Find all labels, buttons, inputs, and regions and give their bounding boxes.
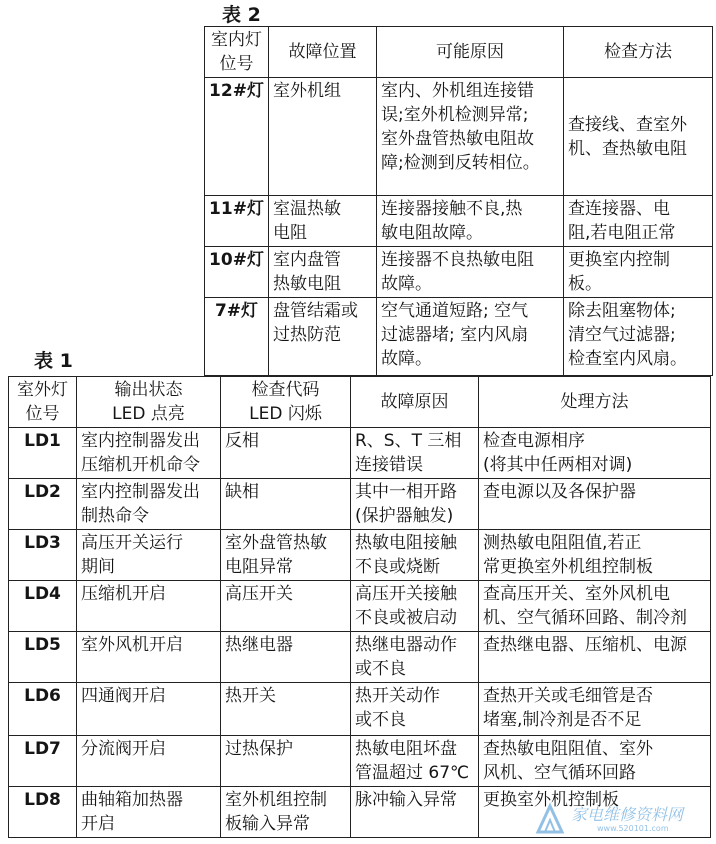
fault-location-cell bbox=[269, 298, 377, 376]
watermark-url: www.520101.com bbox=[597, 824, 669, 833]
fault-cause-cell bbox=[351, 530, 479, 581]
possible-cause-cell bbox=[377, 247, 564, 298]
table1-header-row bbox=[9, 377, 711, 428]
cell-line: 查热敏电阻阻值、室外 bbox=[483, 739, 653, 759]
cell-line: 敏电阻故障。 bbox=[381, 223, 483, 243]
cell-line: 高压开关接触 bbox=[355, 584, 457, 604]
cell-line: 压缩机开启 bbox=[81, 584, 166, 604]
output-status-cell bbox=[77, 530, 221, 581]
check-code-cell bbox=[221, 479, 351, 530]
handling-method-cell bbox=[479, 736, 711, 787]
cell-line: 压缩机开机命令 bbox=[81, 455, 200, 475]
table2-row bbox=[205, 247, 713, 298]
cell-line: 清空气过滤器; bbox=[568, 325, 676, 345]
table1-row bbox=[9, 736, 711, 787]
outdoor-led-code: LD3 bbox=[9, 530, 77, 581]
watermark-logo-icon bbox=[535, 802, 565, 836]
indoor-lamp-code: 11#灯 bbox=[205, 196, 269, 247]
fault-cause-cell bbox=[351, 428, 479, 479]
cell-line: (保护器触发) bbox=[355, 506, 454, 526]
handling-method-cell bbox=[479, 428, 711, 479]
fault-location-cell bbox=[269, 78, 377, 196]
cell-line: 室内控制器发出 bbox=[81, 431, 200, 451]
cell-line: 室外盘管热敏 bbox=[225, 533, 327, 553]
table2-caption: 表 2 bbox=[222, 4, 261, 26]
table1-row bbox=[9, 632, 711, 683]
header-handling-method: 处理方法 bbox=[479, 377, 711, 428]
header-fault-location: 故障位置 bbox=[269, 27, 377, 78]
cell-line: 期间 bbox=[81, 557, 115, 577]
table2-row bbox=[205, 78, 713, 196]
header-outdoor-lamp: 室外灯 位号 bbox=[9, 377, 77, 428]
output-status-cell bbox=[77, 581, 221, 632]
cell-line: 热开关动作 bbox=[355, 686, 440, 706]
output-status-cell bbox=[77, 787, 221, 838]
cell-line: 反相 bbox=[225, 431, 259, 451]
cell-line: 过热保护 bbox=[225, 739, 293, 759]
check-code-cell bbox=[221, 736, 351, 787]
table2-row bbox=[205, 298, 713, 376]
cell-line: 检查室内风扇。 bbox=[568, 349, 687, 369]
fault-table-indoor bbox=[204, 26, 713, 376]
cell-line: 室内、外机组连接错 bbox=[381, 81, 534, 101]
output-status-cell bbox=[77, 683, 221, 736]
fault-cause-cell bbox=[351, 632, 479, 683]
handling-method-cell bbox=[479, 632, 711, 683]
cell-line: 管温超过 67℃ bbox=[355, 763, 470, 783]
cell-line: 故障。 bbox=[381, 274, 432, 294]
cell-line: 障;检测到反转相位。 bbox=[381, 153, 540, 173]
handling-method-cell bbox=[479, 683, 711, 736]
cell-line: 连接错误 bbox=[355, 455, 423, 475]
cell-line: 常更换室外机组控制板 bbox=[483, 557, 653, 577]
cell-line: 过滤器堵; 室内风扇 bbox=[381, 325, 529, 345]
possible-cause-cell bbox=[377, 196, 564, 247]
table2-row bbox=[205, 196, 713, 247]
cell-line: 高压开关运行 bbox=[81, 533, 183, 553]
indoor-lamp-code: 7#灯 bbox=[205, 298, 269, 376]
outdoor-led-code: LD1 bbox=[9, 428, 77, 479]
cell-line: 开启 bbox=[81, 814, 115, 834]
cell-line: 除去阻塞物体; bbox=[568, 301, 676, 321]
outdoor-led-code: LD4 bbox=[9, 581, 77, 632]
handling-method-cell bbox=[479, 581, 711, 632]
outdoor-led-code: LD6 bbox=[9, 683, 77, 736]
cell-line: 更换室外机控制板 bbox=[483, 790, 619, 810]
fault-location-cell bbox=[269, 196, 377, 247]
table1-row bbox=[9, 428, 711, 479]
outdoor-led-code: LD8 bbox=[9, 787, 77, 838]
check-code-cell bbox=[221, 683, 351, 736]
header-check-code: 检查代码 LED 闪烁 bbox=[221, 377, 351, 428]
table1-row bbox=[9, 479, 711, 530]
indoor-lamp-code: 12#灯 bbox=[205, 78, 269, 196]
cell-line: 查热开关或毛细管是否 bbox=[483, 686, 653, 706]
possible-cause-cell bbox=[377, 298, 564, 376]
fault-table-outdoor bbox=[8, 376, 711, 838]
check-method-cell bbox=[564, 196, 713, 247]
cell-line: 热敏电阻接触 bbox=[355, 533, 457, 553]
cell-line: 四通阀开启 bbox=[81, 686, 166, 706]
cell-line: 堵塞,制冷剂是否不足 bbox=[483, 710, 642, 730]
cell-line: 机、查热敏电阻 bbox=[568, 138, 687, 159]
cell-line: 检查电源相序 bbox=[483, 431, 585, 451]
cell-line: 制热命令 bbox=[81, 506, 149, 526]
cell-line: 不良或烧断 bbox=[355, 557, 440, 577]
header-fault-cause: 故障原因 bbox=[351, 377, 479, 428]
cell-line: 风机、空气循环回路 bbox=[483, 763, 636, 783]
cell-line: 空气通道短路; 空气 bbox=[381, 301, 529, 321]
cell-line: 室内控制器发出 bbox=[81, 482, 200, 502]
header-possible-cause: 可能原因 bbox=[377, 27, 564, 78]
cell-line: 热敏电阻 bbox=[273, 274, 341, 294]
header-output-status: 输出状态 LED 点亮 bbox=[77, 377, 221, 428]
cell-line: 热继电器 bbox=[225, 635, 293, 655]
cell-line: 更换室内控制 bbox=[568, 250, 670, 270]
cell-line: 或不良 bbox=[355, 710, 406, 730]
cell-line: 机、空气循环回路、制冷剂 bbox=[483, 608, 687, 628]
cell-line: 热开关 bbox=[225, 686, 276, 706]
cell-line: 故障。 bbox=[381, 349, 432, 369]
fault-cause-cell bbox=[351, 581, 479, 632]
cell-line: 板。 bbox=[568, 274, 602, 294]
cell-line: 室内盘管 bbox=[273, 250, 341, 270]
cell-line: 室温热敏 bbox=[273, 199, 341, 219]
table1-row bbox=[9, 683, 711, 736]
outdoor-led-code: LD2 bbox=[9, 479, 77, 530]
header-indoor-lamp: 室内灯 位号 bbox=[205, 27, 269, 78]
cell-line: 连接器接触不良,热 bbox=[381, 199, 523, 219]
table1-row bbox=[9, 581, 711, 632]
fault-cause-cell bbox=[351, 683, 479, 736]
fault-cause-cell bbox=[351, 787, 479, 838]
table1-row bbox=[9, 530, 711, 581]
check-method-cell bbox=[564, 247, 713, 298]
cell-line: 查连接器、电 bbox=[568, 199, 670, 219]
fault-cause-cell bbox=[351, 736, 479, 787]
cell-line: 不良或被启动 bbox=[355, 608, 457, 628]
fault-location-cell bbox=[269, 247, 377, 298]
possible-cause-cell bbox=[377, 78, 564, 196]
cell-line: R、S、T 三相 bbox=[355, 431, 462, 451]
table2-header-row bbox=[205, 27, 713, 78]
check-method-cell bbox=[564, 78, 713, 196]
cell-line: 室外盘管热敏电阻故 bbox=[381, 129, 534, 149]
cell-line: 板输入异常 bbox=[225, 814, 310, 834]
handling-method-cell bbox=[479, 479, 711, 530]
cell-line: 室外风机开启 bbox=[81, 635, 183, 655]
output-status-cell bbox=[77, 479, 221, 530]
cell-line: (将其中任两相对调) bbox=[483, 455, 633, 475]
table1-caption: 表 1 bbox=[34, 350, 73, 372]
check-code-cell bbox=[221, 428, 351, 479]
cell-line: 其中一相开路 bbox=[355, 482, 457, 502]
cell-line: 盘管结霜或 bbox=[273, 301, 358, 321]
fault-cause-cell bbox=[351, 479, 479, 530]
cell-line: 电阻异常 bbox=[225, 557, 293, 577]
cell-line: 查电源以及各保护器 bbox=[483, 482, 636, 502]
check-code-cell bbox=[221, 632, 351, 683]
cell-line: 查高压开关、室外风机电 bbox=[483, 584, 670, 604]
cell-line: 连接器不良热敏电阻 bbox=[381, 250, 534, 270]
check-code-cell bbox=[221, 530, 351, 581]
indoor-lamp-code: 10#灯 bbox=[205, 247, 269, 298]
cell-line: 室外机组 bbox=[273, 81, 341, 101]
cell-line: 热继电器动作 bbox=[355, 635, 457, 655]
output-status-cell bbox=[77, 428, 221, 479]
cell-line: 查接线、查室外 bbox=[568, 114, 687, 135]
check-code-cell bbox=[221, 581, 351, 632]
cell-line: 脉冲输入异常 bbox=[355, 790, 457, 810]
output-status-cell bbox=[77, 632, 221, 683]
cell-line: 曲轴箱加热器 bbox=[81, 790, 183, 810]
cell-line: 过热防范 bbox=[273, 325, 341, 345]
output-status-cell bbox=[77, 736, 221, 787]
cell-line: 测热敏电阻阻值,若正 bbox=[483, 533, 642, 553]
check-method-cell bbox=[564, 298, 713, 376]
check-code-cell bbox=[221, 787, 351, 838]
watermark-text: 家电维修资料网 bbox=[571, 805, 684, 824]
cell-line: 查热继电器、压缩机、电源 bbox=[483, 635, 687, 655]
header-check-method: 检查方法 bbox=[564, 27, 713, 78]
cell-line: 分流阀开启 bbox=[81, 739, 166, 759]
cell-line: 阻,若电阻正常 bbox=[568, 223, 676, 243]
cell-line: 电阻 bbox=[273, 223, 307, 243]
outdoor-led-code: LD5 bbox=[9, 632, 77, 683]
cell-line: 误;室外机检测异常; bbox=[381, 105, 529, 125]
site-watermark bbox=[535, 800, 710, 840]
cell-line: 缺相 bbox=[225, 482, 259, 502]
cell-line: 高压开关 bbox=[225, 584, 293, 604]
cell-line: 或不良 bbox=[355, 659, 406, 679]
cell-line: 室外机组控制 bbox=[225, 790, 327, 810]
handling-method-cell bbox=[479, 530, 711, 581]
cell-line: 热敏电阻坏盘 bbox=[355, 739, 457, 759]
outdoor-led-code: LD7 bbox=[9, 736, 77, 787]
